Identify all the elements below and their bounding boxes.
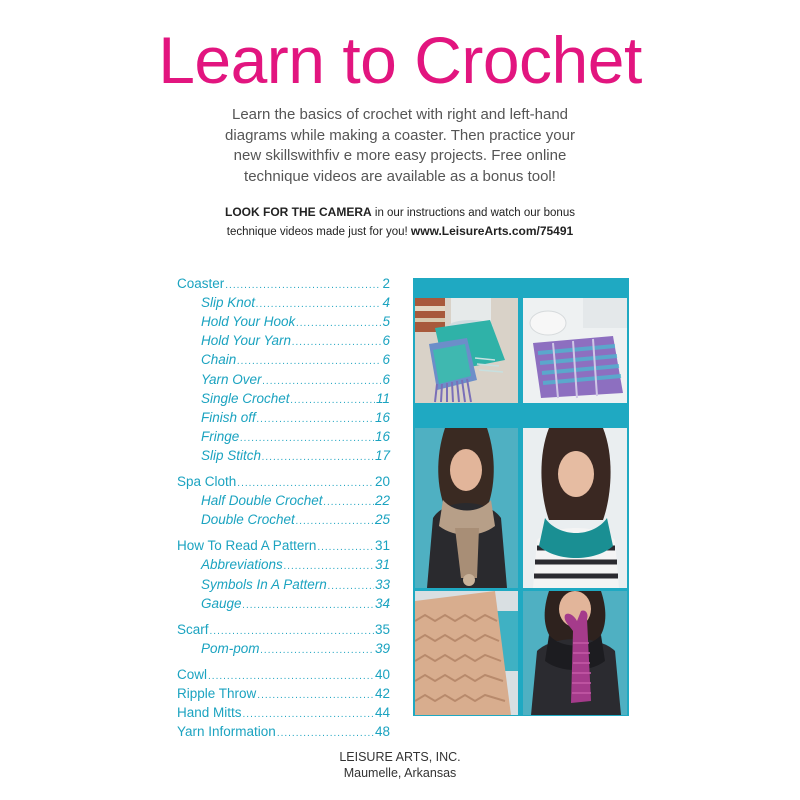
toc-leader-dots bbox=[243, 600, 374, 611]
toc-leader-dots bbox=[208, 671, 374, 682]
toc-entry-page: 33 bbox=[374, 576, 390, 592]
page-title: Learn to Crochet bbox=[158, 23, 642, 97]
toc-entry-page: 31 bbox=[374, 557, 390, 573]
toc-entry-page: 2 bbox=[382, 276, 390, 291]
toc-leader-dots bbox=[277, 728, 374, 739]
toc-entry[interactable] bbox=[201, 596, 390, 615]
toc-leader-dots bbox=[243, 709, 374, 720]
toc-entry-label: Double Crochet bbox=[201, 512, 295, 528]
toc-entry-label: Scarf bbox=[177, 621, 209, 637]
toc-entry-label: Slip Stitch bbox=[201, 447, 262, 463]
publisher-name: LEISURE ARTS, INC. bbox=[339, 750, 461, 764]
toc-entry-label: Symbols In A Pattern bbox=[201, 576, 327, 592]
toc-entry-page: 6 bbox=[382, 371, 390, 387]
toc-leader-dots bbox=[324, 497, 374, 508]
toc-entry-page: 6 bbox=[382, 333, 390, 349]
toc-leader-dots bbox=[284, 561, 374, 572]
toc-entry[interactable] bbox=[177, 276, 390, 295]
toc-entry-page: 44 bbox=[374, 705, 390, 721]
toc-entry[interactable] bbox=[201, 410, 390, 429]
toc-entry-page: 48 bbox=[374, 724, 390, 740]
toc-entry-page: 34 bbox=[374, 595, 390, 611]
toc-entry-label: Pom-pom bbox=[201, 640, 260, 656]
toc-leader-dots bbox=[240, 433, 374, 444]
toc-entry[interactable] bbox=[177, 538, 390, 557]
toc-leader-dots bbox=[261, 645, 374, 656]
toc-entry-page: 20 bbox=[374, 474, 390, 489]
toc-entry-page: 42 bbox=[374, 686, 390, 701]
camera-note-bold: LOOK FOR THE CAMERA bbox=[225, 205, 372, 219]
toc-entry-label: Hand Mitts bbox=[177, 705, 242, 721]
toc-leader-dots bbox=[296, 516, 374, 527]
toc-entry-page: 35 bbox=[374, 621, 390, 637]
toc-entry-label: Half Double Crochet bbox=[201, 493, 323, 509]
toc-entry-page: 17 bbox=[374, 447, 390, 463]
intro-line: new skillswithfiv e more easy projects. Free online bbox=[233, 147, 567, 164]
toc-entry[interactable] bbox=[177, 474, 390, 493]
photo-collage bbox=[413, 278, 629, 716]
toc-entry-page: 11 bbox=[375, 390, 390, 406]
toc-leader-dots bbox=[263, 376, 382, 387]
toc-entry-label: Fringe bbox=[201, 428, 240, 444]
toc-entry[interactable] bbox=[201, 557, 390, 576]
toc-entry[interactable] bbox=[201, 333, 390, 352]
toc-entry-label: Hold Your Hook bbox=[201, 314, 296, 330]
toc-entry-label: Coaster bbox=[177, 276, 225, 291]
publisher-info bbox=[0, 749, 800, 781]
toc-leader-dots bbox=[257, 690, 374, 701]
toc-entry-label: Spa Cloth bbox=[177, 474, 237, 489]
intro-line: technique videos are available as a bonus tool! bbox=[244, 167, 556, 185]
cowl-photo bbox=[523, 428, 627, 588]
toc-entry[interactable] bbox=[201, 391, 390, 410]
toc-entry-label: Single Crochet bbox=[201, 390, 290, 406]
toc-entry[interactable] bbox=[201, 295, 390, 314]
toc-entry-page: 4 bbox=[382, 295, 390, 311]
toc-leader-dots bbox=[225, 280, 381, 291]
coaster-photo bbox=[415, 298, 518, 403]
toc-entry[interactable] bbox=[201, 314, 390, 333]
toc-leader-dots bbox=[262, 452, 374, 463]
toc-leader-dots bbox=[296, 318, 381, 329]
toc-entry-page: 6 bbox=[382, 352, 390, 368]
toc-entry[interactable] bbox=[177, 622, 390, 641]
toc-entry-label: Ripple Throw bbox=[177, 686, 257, 701]
toc-entry-label: Hold Your Yarn bbox=[201, 333, 292, 349]
toc-entry-label: Gauge bbox=[201, 595, 242, 611]
toc-leader-dots bbox=[256, 299, 381, 310]
toc-entry-page: 40 bbox=[374, 666, 390, 682]
scarf-photo bbox=[415, 428, 518, 588]
intro-line: Learn the basics of crochet with right and left-hand bbox=[231, 106, 569, 123]
toc-entry-label: Chain bbox=[201, 352, 237, 368]
toc-entry[interactable] bbox=[201, 448, 390, 467]
toc-entry-label: Finish off bbox=[201, 409, 256, 425]
toc-entry-label: Yarn Information bbox=[177, 724, 276, 740]
toc-entry[interactable] bbox=[201, 429, 390, 448]
camera-note-text-2: technique videos made just for you! bbox=[226, 226, 411, 238]
toc-entry-page: 5 bbox=[382, 314, 390, 330]
toc-entry[interactable] bbox=[201, 641, 390, 660]
intro-line: diagrams while making a coaster. Then practice your bbox=[225, 126, 575, 144]
toc-entry[interactable] bbox=[201, 493, 390, 512]
toc-leader-dots bbox=[291, 395, 375, 406]
toc-entry-page: 16 bbox=[374, 409, 390, 425]
hand-mitts-photo bbox=[523, 591, 627, 715]
toc-leader-dots bbox=[237, 356, 381, 367]
spa-cloth-photo bbox=[523, 298, 627, 403]
toc-entry-label: How To Read A Pattern bbox=[177, 538, 317, 554]
toc-entry[interactable] bbox=[177, 686, 390, 705]
publisher-location: Maumelle, Arkansas bbox=[343, 766, 457, 780]
toc-entry-page: 31 bbox=[374, 538, 390, 554]
toc-entry[interactable] bbox=[201, 577, 390, 596]
toc-leader-dots bbox=[237, 478, 374, 489]
toc-entry-label: Cowl bbox=[177, 666, 208, 682]
toc-leader-dots bbox=[317, 542, 374, 553]
toc-entry-label: Slip Knot bbox=[201, 295, 256, 311]
toc-leader-dots bbox=[328, 581, 374, 592]
toc-leader-dots bbox=[257, 414, 374, 425]
toc-entry-page: 25 bbox=[374, 512, 390, 528]
toc-entry[interactable] bbox=[201, 512, 390, 531]
ripple-throw-photo bbox=[415, 591, 518, 715]
toc-entry-page: 39 bbox=[374, 640, 390, 656]
toc-entry-label: Abbreviations bbox=[201, 557, 283, 573]
camera-note bbox=[150, 203, 650, 241]
website-link[interactable]: www.LeisureArts.com/75491 bbox=[410, 224, 574, 238]
toc-entry[interactable] bbox=[201, 352, 390, 371]
toc-leader-dots bbox=[292, 337, 381, 348]
collage-header-bar bbox=[413, 278, 629, 294]
toc-entry-label: Yarn Over bbox=[201, 371, 262, 387]
toc-entry-page: 22 bbox=[374, 493, 390, 509]
toc-entry[interactable] bbox=[177, 667, 390, 686]
toc-entry[interactable] bbox=[201, 372, 390, 391]
toc-entry[interactable] bbox=[177, 724, 390, 743]
intro-paragraph bbox=[200, 105, 600, 187]
camera-note-text: in our instructions and watch our bonus bbox=[371, 207, 575, 219]
toc-leader-dots bbox=[210, 626, 374, 637]
toc-entry[interactable] bbox=[177, 705, 390, 724]
toc-entry-page: 16 bbox=[374, 428, 390, 444]
